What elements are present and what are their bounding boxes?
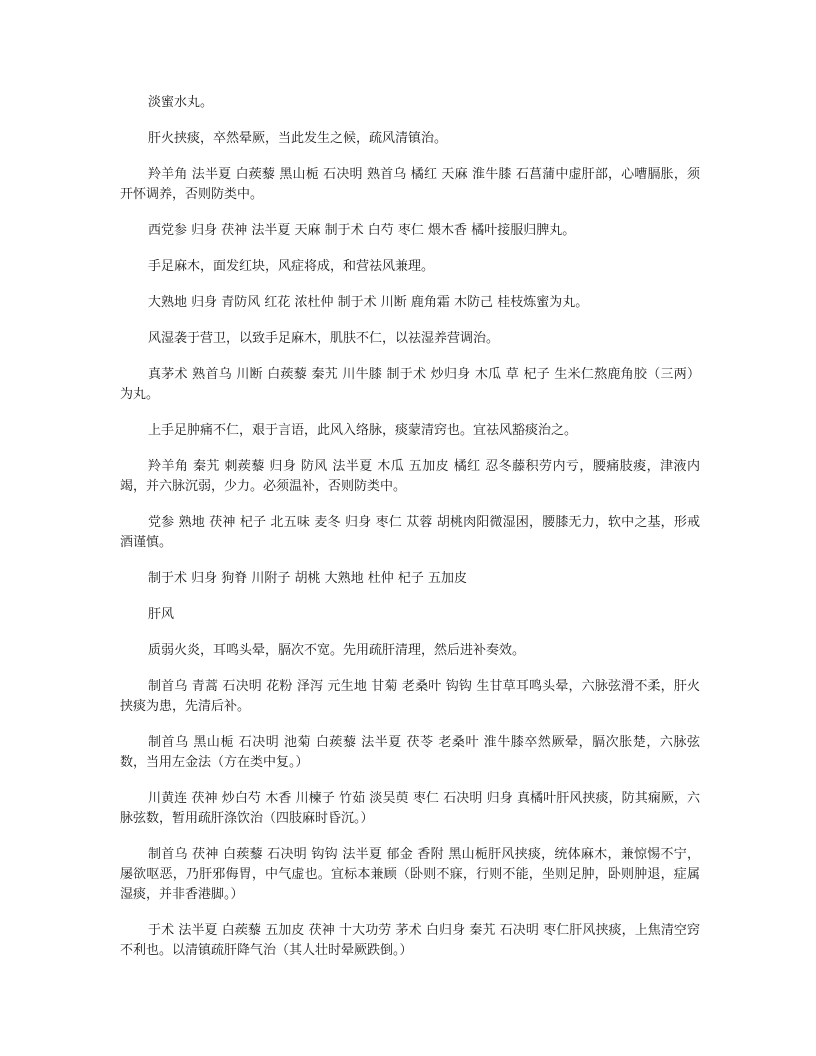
paragraph: 淡蜜水丸。: [148, 95, 214, 110]
paragraph: 川黄连 茯神 炒白芍 木香 川楝子 竹茹 淡吴萸 枣仁 石决明 归身 真橘叶肝风挟痰，防其痫厥，六脉弦数，暂用疏肝涤饮治（四肢麻时昏沉。）: [120, 791, 700, 826]
section-heading: 肝风: [148, 607, 175, 622]
paragraph: 手足麻木，面发红块，风症将成，和营祛风兼理。: [148, 259, 435, 274]
paragraph: 于术 法半夏 白蒺藜 五加皮 茯神 十大功劳 茅术 白归身 秦艽 石决明 枣仁肝风挟痰，上焦清空窍不利也。以清镇疏肝降气治（其人壮时晕厥跌倒。）: [120, 923, 700, 958]
paragraph: 党参 熟地 茯神 杞子 北五味 麦冬 归身 枣仁 苁蓉 胡桃肉阳微湿困，腰膝无力，软中之基，形戒酒谨慎。: [120, 515, 700, 550]
paragraph: 真茅术 熟首乌 川断 白蒺藜 秦艽 川牛膝 制于术 炒归身 木瓜 草 杞子 生米仁熬鹿角胶（三两）为丸。: [120, 367, 700, 402]
paragraph: 羚羊角 法半夏 白蒺藜 黑山栀 石决明 熟首乌 橘红 天麻 淮牛膝 石菖蒲中虚肝部，心嘈膈胀，须开怀调养，否则防类中。: [120, 167, 700, 202]
document-body: [120, 93, 700, 977]
paragraph: 西党参 归身 茯神 法半夏 天麻 制于术 白芍 枣仁 煨木香 橘叶接服归脾丸。: [148, 223, 576, 238]
paragraph: 制首乌 茯神 白蒺藜 石决明 钩钩 法半夏 郁金 香附 黑山栀肝风挟痰，统体麻木，兼惊惕不宁，屡欲呕恶，乃肝邪侮胃，中气虚也。宜标本兼顾（卧则不寐，行则不能，坐则足肿，卧则肿退，症属湿痰，并非香港脚。）: [120, 847, 700, 902]
paragraph: 肝火挟痰，卒然晕厥，当此发生之候，疏风清镇治。: [148, 131, 448, 146]
paragraph: 质弱火炎，耳鸣头晕，膈次不宽。先用疏肝清理，然后进补奏效。: [148, 643, 526, 658]
paragraph: 羚羊角 秦艽 刺蒺藜 归身 防风 法半夏 木瓜 五加皮 橘红 忍冬藤积劳内亏，腰痛肢痠，津液内竭，并六脉沉弱，少力。必须温补，否则防类中。: [120, 459, 700, 494]
paragraph: 制首乌 黑山栀 石决明 池菊 白蒺藜 法半夏 茯苓 老桑叶 淮牛膝卒然厥晕，膈次胀楚，六脉弦数，当用左金法（方在类中复。）: [120, 735, 700, 770]
paragraph: 大熟地 归身 青防风 红花 浓杜仲 制于术 川断 鹿角霜 木防己 桂枝炼蜜为丸。: [148, 295, 589, 310]
paragraph: 制首乌 青蒿 石决明 花粉 泽泻 元生地 甘菊 老桑叶 钩钩 生甘草耳鸣头晕，六脉弦滑不柔，肝火挟痰为患，先清后补。: [120, 679, 700, 714]
paragraph: 风湿袭于营卫，以致手足麻木，肌肤不仁，以祛湿养营调治。: [148, 331, 500, 346]
paragraph: 上手足肿痛不仁，艰于言语，此风入络脉，痰蒙清窍也。宜祛风豁痰治之。: [148, 423, 578, 438]
paragraph: 制于术 归身 狗脊 川附子 胡桃 大熟地 杜仲 杞子 五加皮: [148, 571, 468, 586]
